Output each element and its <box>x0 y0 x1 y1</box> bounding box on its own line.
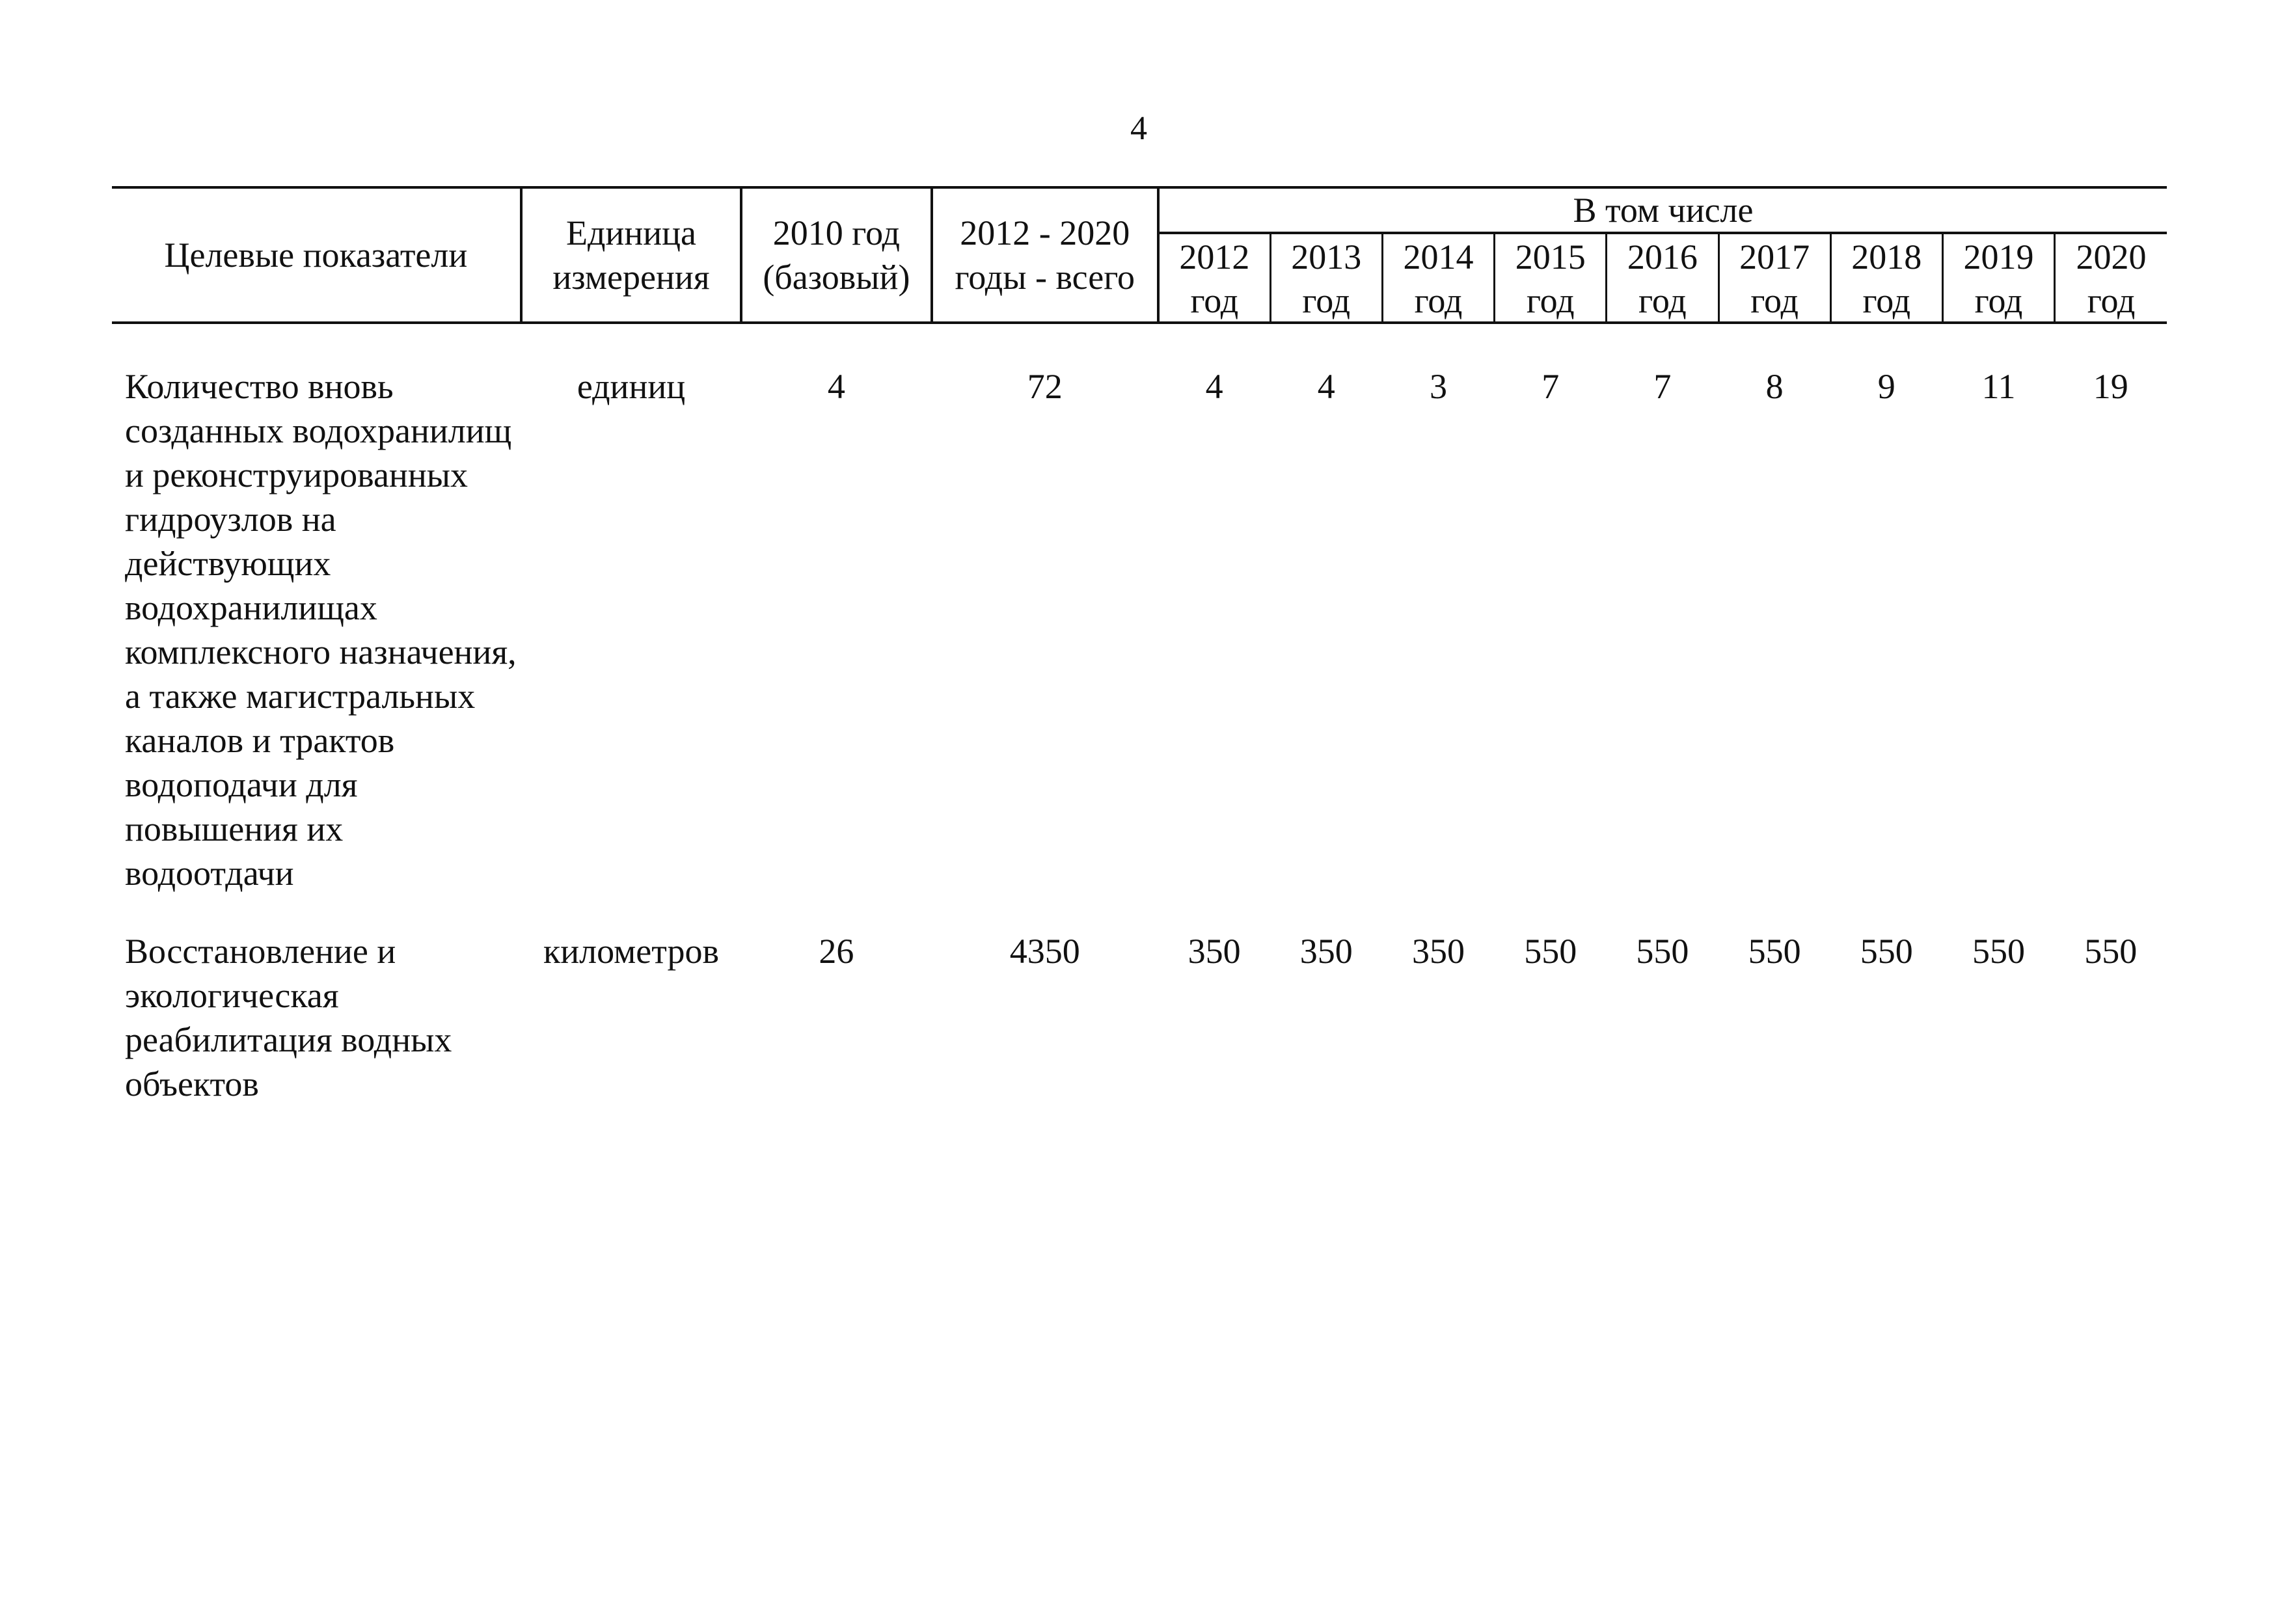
row-value-2016: 7 <box>1653 367 1672 406</box>
year-header-2013: 2013 <box>1270 233 1382 280</box>
year-header-2016: 2016 <box>1607 233 1718 280</box>
year-header-2012: 2012 <box>1158 233 1270 280</box>
year-header-2017: 2017 <box>1718 233 1830 280</box>
row-indicator: Количество вновь созданных водохранилищ и реконструированных гидроузлов на действующих водохранилищах комплексного назначения, а также магистральных каналов и трактов водоподачи для повышения их водоотдачи <box>125 367 517 893</box>
year-suffix-2017: год <box>1718 280 1830 323</box>
year-suffix-2019: год <box>1942 280 2054 323</box>
targets-table <box>112 186 2167 1106</box>
year-header-2020: 2020 <box>2055 233 2167 280</box>
unit-header: Единица измерения <box>521 187 741 323</box>
base-year-header: 2010 год (базовый) <box>741 187 931 323</box>
page-number: 4 <box>1130 110 1147 147</box>
total-header: 2012 - 2020 годы - всего <box>932 187 1158 323</box>
row-value-2014: 3 <box>1429 367 1447 406</box>
row-value-2016: 550 <box>1636 932 1689 971</box>
year-suffix-2013: год <box>1270 280 1382 323</box>
year-suffix-2018: год <box>1830 280 1942 323</box>
row-value-2013: 350 <box>1299 932 1353 971</box>
row-value-2015: 550 <box>1524 932 1577 971</box>
year-suffix-2020: год <box>2055 280 2167 323</box>
year-suffix-2015: год <box>1495 280 1607 323</box>
row-value-2015: 7 <box>1542 367 1560 406</box>
year-suffix-2014: год <box>1382 280 1494 323</box>
row-value-2018: 9 <box>1877 367 1895 406</box>
row-unit: километров <box>543 932 719 971</box>
row-value-2012: 4 <box>1205 367 1223 406</box>
year-header-2018: 2018 <box>1830 233 1942 280</box>
row-value-2017: 550 <box>1748 932 1801 971</box>
year-suffix-2012: год <box>1158 280 1270 323</box>
year-header-2014: 2014 <box>1382 233 1494 280</box>
row-base-value: 26 <box>819 932 854 971</box>
indicator-header: Целевые показатели <box>112 187 521 323</box>
row-value-2019: 550 <box>1972 932 2025 971</box>
row-base-value: 4 <box>827 367 845 406</box>
row-value-2012: 350 <box>1188 932 1241 971</box>
row-value-2017: 8 <box>1765 367 1784 406</box>
row-value-2018: 550 <box>1860 932 1913 971</box>
row-unit: единиц <box>577 367 686 406</box>
row-indicator: Восстановление и экологическая реабилитация водных объектов <box>125 932 452 1103</box>
table-row <box>112 364 2167 895</box>
year-header-2015: 2015 <box>1495 233 1607 280</box>
row-value-2013: 4 <box>1317 367 1335 406</box>
row-value-2014: 350 <box>1411 932 1465 971</box>
table-row <box>112 929 2167 1106</box>
including-header: В том числе <box>1158 187 2167 233</box>
year-suffix-2016: год <box>1607 280 1718 323</box>
row-total-value: 72 <box>1027 367 1063 406</box>
row-value-2020: 19 <box>2093 367 2128 406</box>
row-total-value: 4350 <box>1009 932 1080 971</box>
row-value-2019: 11 <box>1981 367 2016 406</box>
row-value-2020: 550 <box>2084 932 2138 971</box>
year-header-2019: 2019 <box>1942 233 2054 280</box>
